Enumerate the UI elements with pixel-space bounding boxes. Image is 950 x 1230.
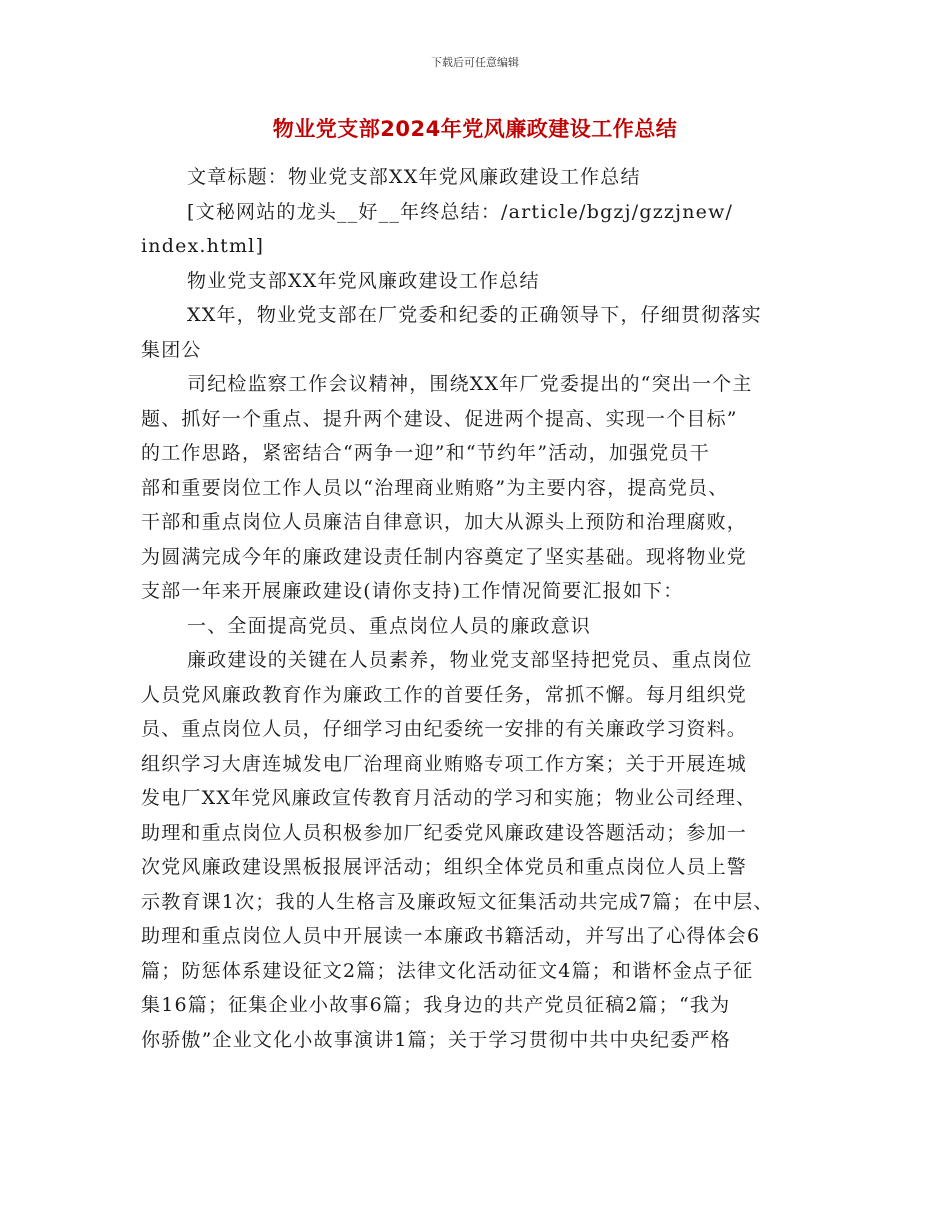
body-line: 人员党风廉政教育作为廉政工作的首要任务，常抓不懈。每月组织党: [141, 683, 748, 706]
body-line: 文章标题：物业党支部XX年党风廉政建设工作总结: [187, 166, 641, 188]
body-line: 你骄傲”企业文化小故事演讲1篇；关于学习贯彻中共中央纪委严格: [141, 1028, 731, 1051]
body-line: 示教育课1次；我的人生格言及廉政短文征集活动共完成7篇；在中层、: [141, 890, 774, 913]
document-title: 物业党支部2024年党风廉政建设工作总结: [272, 117, 678, 141]
body-line: [文秘网站的龙头__好__年终总结：/article/bgzj/gzzjnew/: [187, 200, 734, 223]
header-note: 下载后可任意编辑: [431, 56, 519, 69]
body-line: 支部一年来开展廉政建设(请你支持)工作情况简要汇报如下：: [141, 580, 684, 602]
body-line: 司纪检监察工作会议精神，围绕XX年厂党委提出的“突出一个主: [187, 373, 753, 395]
body-line: 集团公: [141, 338, 202, 361]
body-line: 为圆满完成今年的廉政建设责任制内容奠定了坚实基础。现将物业党: [141, 545, 748, 568]
body-line: 干部和重点岗位人员廉洁自律意识，加大从源头上预防和治理腐败，: [141, 511, 748, 533]
body-line: 一、全面提高党员、重点岗位人员的廉政意识: [187, 614, 592, 637]
document-body: [141, 160, 841, 1057]
body-line: 次党风廉政建设黑板报展评活动；组织全体党员和重点岗位人员上警: [141, 856, 748, 878]
body-line: 部和重要岗位工作人员以“治理商业贿赂”为主要内容，提高党员、: [141, 476, 729, 499]
body-line: 员、重点岗位人员，仔细学习由纪委统一安排的有关廉政学习资料。: [141, 718, 748, 740]
body-line: 廉政建设的关键在人员素养，物业党支部坚持把党员、重点岗位: [187, 649, 753, 671]
body-line: 发电厂XX年党风廉政宣传教育月活动的学习和实施；物业公司经理、: [141, 787, 757, 809]
body-line: 篇；防惩体系建设征文2篇；法律文化活动征文4篇；和谐杯金点子征: [141, 959, 754, 982]
body-line: 助理和重点岗位人员中开展读一本廉政书籍活动，并写出了心得体会6: [141, 925, 761, 947]
body-line: 题、抓好一个重点、提升两个建设、促进两个提高、实现一个目标”: [141, 407, 738, 430]
body-line: 的工作思路，紧密结合“两争一迎”和“节约年”活动，加强党员干: [141, 442, 710, 464]
body-line: XX年，物业党支部在厂党委和纪委的正确领导下，仔细贯彻落实: [187, 304, 762, 326]
body-line: 助理和重点岗位人员积极参加厂纪委党风廉政建设答题活动；参加一: [141, 821, 748, 844]
body-line: 物业党支部XX年党风廉政建设工作总结: [187, 269, 540, 292]
body-line: index.html]: [141, 235, 265, 257]
body-line: 集16篇；征集企业小故事6篇；我身边的共产党员征稿2篇；“我为: [141, 994, 731, 1016]
body-line: 组织学习大唐连城发电厂治理商业贿赂专项工作方案；关于开展连城: [141, 752, 748, 775]
